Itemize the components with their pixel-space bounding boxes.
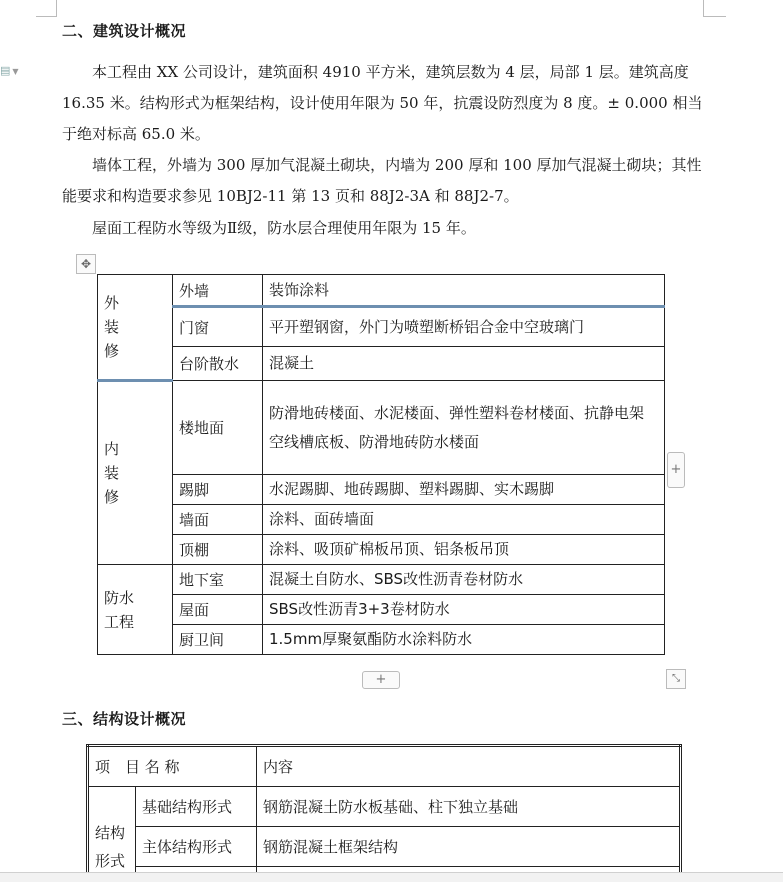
item-cell[interactable]: 厨卫间: [173, 625, 263, 655]
table-row: [98, 307, 665, 347]
table-row: [98, 565, 665, 595]
table-row: [88, 746, 681, 787]
paragraph-walls: [62, 150, 708, 212]
table-row: [98, 381, 665, 475]
category-cell[interactable]: 外 装 修: [98, 275, 173, 381]
item-cell[interactable]: 地下室: [173, 565, 263, 595]
content-cell[interactable]: 涂料、吸顶矿棉板吊顶、铝条板吊顶: [263, 535, 665, 565]
content-cell[interactable]: 涂料、面砖墙面: [263, 505, 665, 535]
item-cell[interactable]: 楼地面: [173, 381, 263, 475]
add-column-button[interactable]: [667, 452, 685, 488]
table-row: [98, 475, 665, 505]
structure-table: [86, 744, 682, 882]
item-cell[interactable]: 屋面: [173, 595, 263, 625]
table-move-icon[interactable]: ✥: [76, 254, 96, 274]
resize-diagonal-icon[interactable]: ⤡: [666, 669, 686, 689]
content-cell[interactable]: 装饰涂料: [263, 275, 665, 307]
table-row: [98, 535, 665, 565]
table-row: [88, 827, 681, 867]
table-row: [98, 595, 665, 625]
item-cell[interactable]: 台阶散水: [173, 347, 263, 381]
item-cell[interactable]: 踢脚: [173, 475, 263, 505]
item-cell[interactable]: 外墙: [173, 275, 263, 307]
page-corner-mark-right: [703, 0, 726, 17]
item-cell[interactable]: 顶棚: [173, 535, 263, 565]
category-cell[interactable]: 内 装 修: [98, 381, 173, 565]
section-3-heading: 三、结构设计概况: [62, 710, 187, 728]
item-cell[interactable]: 墙面: [173, 505, 263, 535]
plus-icon: +: [375, 672, 387, 687]
chevron-down-icon[interactable]: ▼: [12, 67, 19, 76]
table-row: [98, 347, 665, 381]
header-content-cell[interactable]: 内容: [257, 746, 681, 787]
table-row: [98, 275, 665, 307]
paragraph-overview-text: 本工程由 XX 公司设计，建筑面积 4910 平方米，建筑层数为 4 层，局部 1 层。建筑高度 16.35 米。结构形式为框架结构，设计使用年限为 50 年，抗震设防烈度为 8 度。± 0.000 相当于绝对标高 65.0 米。: [62, 63, 703, 143]
content-cell[interactable]: 1.5mm厚聚氨酯防水涂料防水: [263, 625, 665, 655]
content-cell[interactable]: 混凝土自防水、SBS改性沥青卷材防水: [263, 565, 665, 595]
plus-icon: +: [670, 462, 682, 477]
content-cell[interactable]: 平开塑钢窗，外门为喷塑断桥铝合金中空玻璃门: [263, 307, 665, 347]
category-cell[interactable]: 结构 形式: [88, 787, 136, 882]
section-2-heading: 二、建筑设计概况: [62, 22, 187, 40]
item-cell[interactable]: 基础结构形式: [136, 787, 257, 827]
table-row: [98, 505, 665, 535]
content-cell[interactable]: 钢筋混凝土框架结构: [257, 827, 681, 867]
item-cell[interactable]: 主体结构形式: [136, 827, 257, 867]
document-icon[interactable]: ▤ ▼: [0, 64, 19, 77]
content-cell[interactable]: SBS改性沥青3+3卷材防水: [263, 595, 665, 625]
category-cell[interactable]: 防水 工程: [98, 565, 173, 655]
paragraph-walls-text: 墙体工程，外墙为 300 厚加气混凝土砌块，内墙为 200 厚和 100 厚加气混凝土砌块；其性能要求和构造要求参见 10BJ2-11 第 13 页和 88J2-3A 和 88J2-7。: [62, 156, 702, 205]
paragraph-overview: [62, 57, 708, 150]
table-row: [98, 625, 665, 655]
content-cell[interactable]: 混凝土: [263, 347, 665, 381]
header-item-cell[interactable]: 项 目 名 称: [88, 746, 257, 787]
page-corner-mark-left: [36, 0, 57, 17]
item-cell[interactable]: 门窗: [173, 307, 263, 347]
add-row-button[interactable]: [362, 671, 400, 689]
table-row: [88, 787, 681, 827]
status-bar: [0, 872, 783, 882]
paragraph-roof: [62, 213, 708, 244]
content-cell[interactable]: 水泥踢脚、地砖踢脚、塑料踢脚、实木踢脚: [263, 475, 665, 505]
paragraph-roof-text: 屋面工程防水等级为Ⅱ级，防水层合理使用年限为 15 年。: [92, 219, 476, 237]
decoration-table: [97, 274, 665, 655]
content-cell[interactable]: 钢筋混凝土防水板基础、柱下独立基础: [257, 787, 681, 827]
content-cell[interactable]: 防滑地砖楼面、水泥楼面、弹性塑料卷材楼面、抗静电架空线槽底板、防滑地砖防水楼面: [263, 381, 665, 475]
